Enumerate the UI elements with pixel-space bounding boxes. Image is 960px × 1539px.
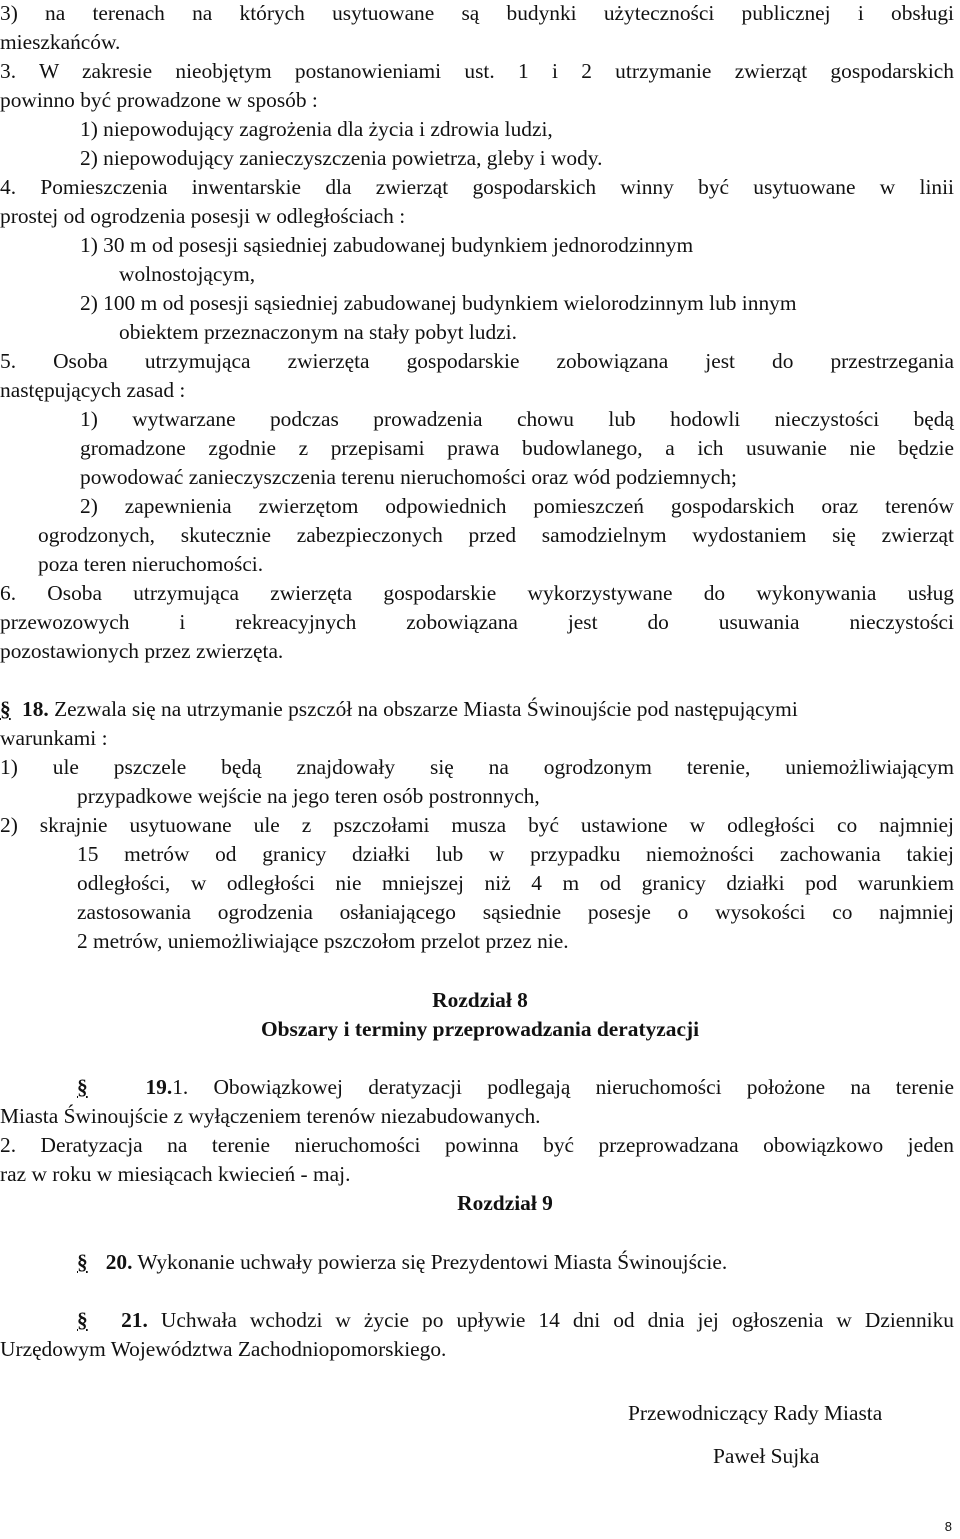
- list-item-continuation: odległości, w odległości nie mniejszej niż 4 m od granicy działki pod warunkiem: [77, 871, 954, 895]
- list-item-continuation: 2 metrów, uniemożliwiające pszczołom przelot przez nie.: [77, 929, 569, 953]
- list-item-continuation: ogrodzonych, skutecznie zabezpieczonych przed samodzielnym wydostaniem się zwierząt: [38, 523, 954, 547]
- list-item: 2) skrajnie usytuowane ule z pszczołami musza być ustawione w odległości co najmniej: [0, 813, 954, 837]
- text-line: 3. W zakresie nieobjętym postanowieniami ust. 1 i 2 utrzymanie zwierząt gospodarskich: [0, 59, 954, 83]
- page-number: 8: [944, 1519, 952, 1534]
- section-mark-icon: §: [77, 1250, 88, 1274]
- section-text: Uchwała wchodzi w życie po upływie 14 dni od dnia jej ogłoszenia w Dzienniku: [160, 1308, 954, 1332]
- text-line: Miasta Świnoujście z wyłączeniem terenów niezabudowanych.: [0, 1104, 541, 1128]
- list-item: 2) niepowodujący zanieczyszczenia powietrza, gleby i wody.: [80, 146, 603, 170]
- section-18: [0, 695, 960, 724]
- section-label: 19.: [145, 1075, 173, 1099]
- text-line: następujących zasad :: [0, 378, 186, 402]
- list-item: 1) niepowodujący zagrożenia dla życia i zdrowia ludzi,: [80, 117, 553, 141]
- section-mark-icon: §: [77, 1075, 88, 1099]
- section-text: Wykonanie uchwały powierza się Prezydentowi Miasta Świnoujście.: [137, 1250, 728, 1274]
- list-item-continuation: 15 metrów od granicy działki lub w przypadku niemożności zachowania takiej: [77, 842, 954, 866]
- text-line: pozostawionych przez zwierzęta.: [0, 639, 284, 663]
- section-20: [77, 1248, 960, 1277]
- text-line: 4. Pomieszczenia inwentarskie dla zwierząt gospodarskich winny być usytuowane w linii: [0, 175, 954, 199]
- section-mark-icon: §: [77, 1308, 88, 1332]
- list-item: 2) zapewnienia zwierzętom odpowiednich pomieszczeń gospodarskich oraz terenów: [80, 494, 954, 518]
- text-line: 2. Deratyzacja na terenie nieruchomości powinna być przeprowadzana obowiązkowo jeden: [0, 1133, 954, 1157]
- text-line: raz w roku w miesiącach kwiecień - maj.: [0, 1162, 351, 1186]
- list-item-continuation: powodować zanieczyszczenia terenu nieruchomości oraz wód podziemnych;: [80, 465, 737, 489]
- list-item: 1) wytwarzane podczas prowadzenia chowu lub hodowli nieczystości będą: [80, 407, 954, 431]
- list-item-continuation: zastosowania ogrodzenia osłaniającego sąsiednie posesje o wysokości co najmniej: [77, 900, 954, 924]
- list-item-continuation: poza teren nieruchomości.: [38, 552, 264, 576]
- list-item: 1) 30 m od posesji sąsiedniej zabudowanej budynkiem jednorodzinnym: [80, 233, 694, 257]
- text-line: 5. Osoba utrzymująca zwierzęta gospodarskie zobowiązana jest do przestrzegania: [0, 349, 954, 373]
- text-line: mieszkańców.: [0, 30, 121, 54]
- chapter-title: Obszary i terminy przeprowadzania deratyzacji: [260, 1017, 700, 1041]
- text-line: Urzędowym Województwa Zachodniopomorskiego.: [0, 1337, 447, 1361]
- signature-name: Paweł Sujka: [713, 1444, 820, 1468]
- list-item-continuation: gromadzone zgodnie z przepisami prawa budowlanego, a ich usuwanie nie będzie: [80, 436, 954, 460]
- section-19: [77, 1073, 954, 1102]
- text-line: powinno być prowadzone w sposób :: [0, 88, 318, 112]
- signature-role: Przewodniczący Rady Miasta: [628, 1401, 883, 1425]
- chapter-heading: Rozdział 8: [432, 988, 528, 1012]
- section-text: 1. Obowiązkowej deratyzacji podlegają nieruchomości położone na terenie: [172, 1075, 954, 1099]
- text-line: 3) na terenach na których usytuowane są budynki użyteczności publicznej i obsługi: [0, 1, 954, 25]
- text-line: warunkami :: [0, 726, 108, 750]
- section-mark-icon: §: [0, 697, 11, 721]
- section-text: Zezwala się na utrzymanie pszczół na obszarze Miasta Świnoujście pod następującymi: [54, 697, 798, 721]
- list-item: 1) ule pszczele będą znajdowały się na ogrodzonym terenie, uniemożliwiającym: [0, 755, 954, 779]
- section-label: 20.: [105, 1250, 133, 1274]
- list-item: 2) 100 m od posesji sąsiedniej zabudowanej budynkiem wielorodzinnym lub innym: [80, 291, 797, 315]
- section-21: [77, 1306, 954, 1335]
- chapter-heading: Rozdział 9: [457, 1191, 553, 1215]
- list-item-continuation: wolnostojącym,: [119, 262, 256, 286]
- text-line: 6. Osoba utrzymująca zwierzęta gospodarskie wykorzystywane do wykonywania usług: [0, 581, 954, 605]
- section-label: 21.: [121, 1308, 148, 1332]
- text-line: prostej od ogrodzenia posesji w odległościach :: [0, 204, 406, 228]
- list-item-continuation: przypadkowe wejście na jego teren osób postronnych,: [77, 784, 540, 808]
- list-item-continuation: obiektem przeznaczonym na stały pobyt ludzi.: [119, 320, 517, 344]
- text-line: przewozowych i rekreacyjnych zobowiązana jest do usuwania nieczystości: [0, 610, 954, 634]
- section-label: 18.: [22, 697, 49, 721]
